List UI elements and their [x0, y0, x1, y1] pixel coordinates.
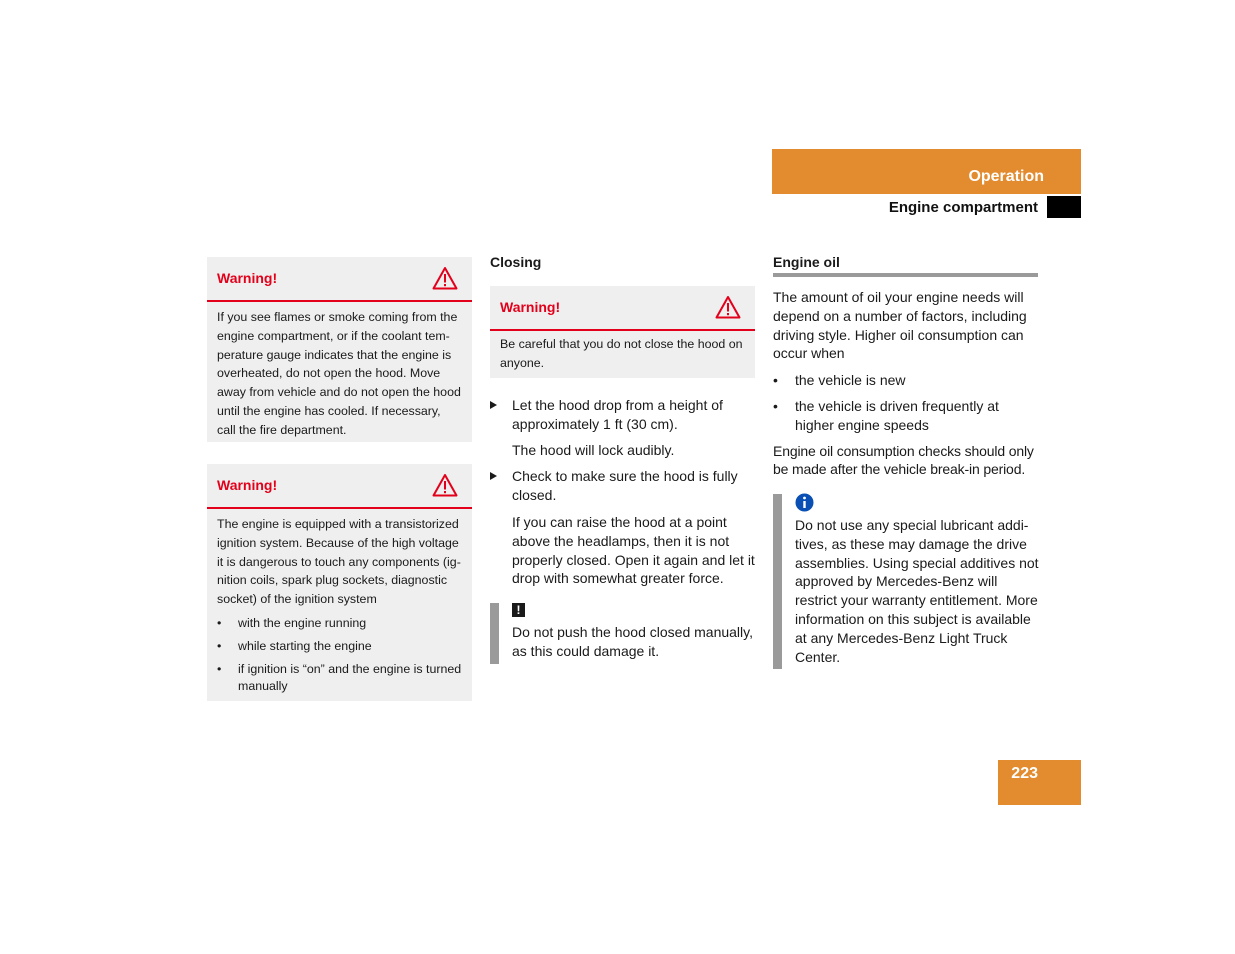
- warning-box-fire: [207, 257, 472, 442]
- list-item: • if ignition is “on” and the engine is turned manually: [217, 661, 462, 695]
- warning-text: If you see flames or smoke coming from the engine compartment, or if the coolant tem- perature gauge indicates that the engine is overheated, do not open the hood. Move away from vehicle and do not open the hood until the engine has cooled. If necessary, call the fire department.: [217, 310, 461, 437]
- page-number-tab: [998, 760, 1081, 805]
- info-text: Do not use any special lubricant addi-tives, as these may damage the drive assemblies. Using special additives not approved by Mercedes-Benz will restrict your warranty entitlement. More information on this subject is available at any Mercedes-Benz Light Truck Center.: [795, 517, 1039, 665]
- warning-header: [207, 464, 472, 509]
- warning-text: Be careful that you do not close the hood on anyone.: [500, 337, 743, 370]
- section-rule: [773, 273, 1038, 277]
- warning-header: [207, 257, 472, 302]
- list-item: • with the engine running: [217, 615, 462, 632]
- exclamation-icon: !: [512, 603, 525, 617]
- instruction-step: Check to make sure the hood is fully closed.: [490, 467, 756, 505]
- section-header-bar: [772, 149, 1081, 194]
- header-marker: [1047, 196, 1081, 218]
- info-box: [795, 492, 1039, 666]
- warning-title: Warning!: [500, 299, 561, 315]
- notice-text: Do not push the hood closed manually, as this could damage it.: [512, 624, 754, 659]
- warning-title: Warning!: [217, 477, 278, 493]
- list-item: • the vehicle is new: [773, 371, 1038, 390]
- warning-header: [490, 286, 755, 331]
- step-arrow-icon: [490, 401, 497, 409]
- list-item: • while starting the engine: [217, 638, 462, 655]
- info-icon: [795, 493, 814, 512]
- engine-oil-title: Engine oil: [773, 254, 840, 270]
- intro-paragraph: The amount of oil your engine needs will depend on a number of factors, including driving style. Higher oil consumption can occur when: [773, 289, 1027, 362]
- instruction-step: Let the hood drop from a height of approximately 1 ft (30 cm).: [490, 396, 756, 434]
- warning-triangle-icon: [432, 473, 458, 497]
- warning-box-closing: [490, 286, 755, 378]
- info-bar: [773, 494, 782, 669]
- checks-paragraph: Engine oil consumption checks should only be made after the vehicle break-in period.: [773, 442, 1034, 478]
- closing-title: Closing: [490, 254, 542, 270]
- list-item: • the vehicle is driven frequently at higher engine speeds: [773, 397, 1038, 435]
- warning-triangle-icon: [432, 266, 458, 290]
- subsection-title: Engine compartment: [888, 199, 1038, 216]
- warning-triangle-icon: [715, 295, 741, 319]
- step-result: If you can raise the hood at a point above the headlamps, then it is not properly closed. Open it again and let it drop with somewhat greater force.: [512, 513, 755, 587]
- step-arrow-icon: [490, 472, 497, 480]
- section-title: Operation: [968, 168, 1044, 185]
- warning-box-ignition: [207, 464, 472, 701]
- step-result: The hood will lock audibly.: [512, 441, 675, 458]
- page-number: 223: [1011, 765, 1038, 782]
- notice-box: [512, 601, 758, 661]
- warning-text: The engine is equipped with a transistorized ignition system. Because of the high voltage it is dangerous to touch any components (ig- nition coils, spark plug sockets, diagnostic socket) of the ignition system • with the engine running • while starting the engine • if ignition is “on” and the engine is turned manually: [207, 509, 472, 701]
- engine-oil-text: [773, 288, 1038, 479]
- notice-bar: [490, 603, 499, 664]
- warning-title: Warning!: [217, 270, 278, 286]
- closing-steps: [490, 396, 756, 588]
